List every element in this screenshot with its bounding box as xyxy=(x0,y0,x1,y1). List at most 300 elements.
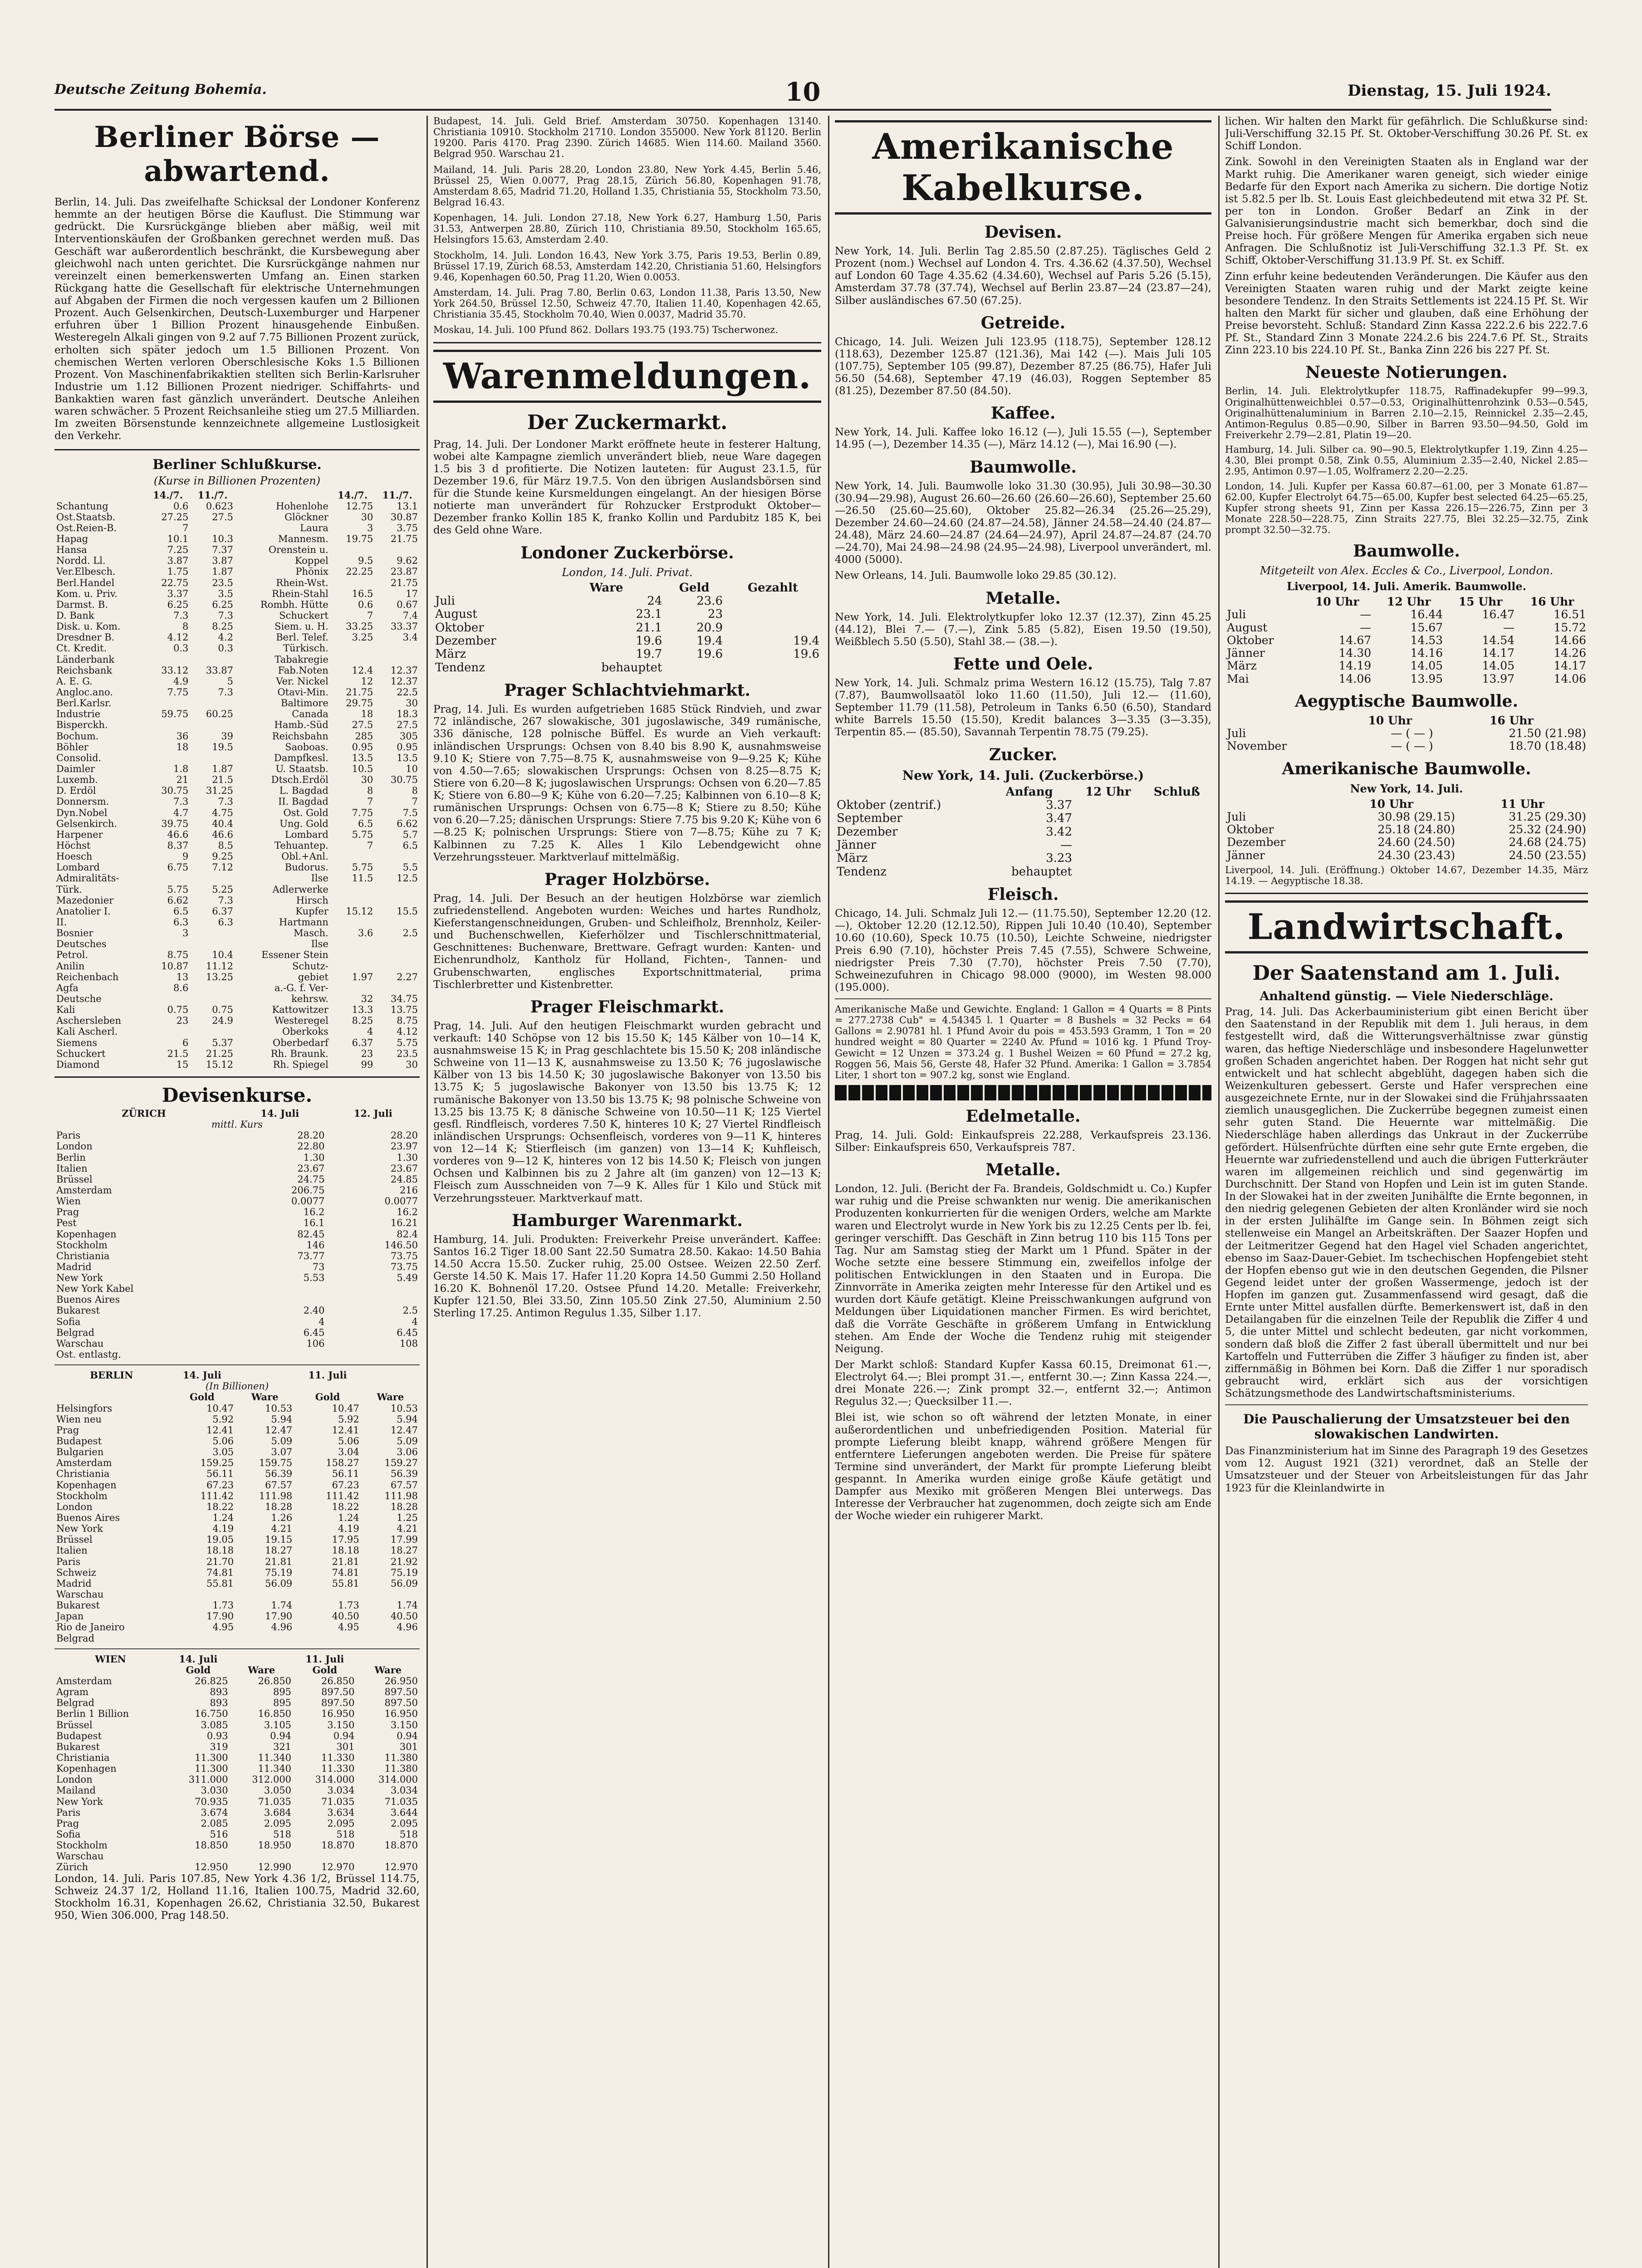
table-cell: 74.81 xyxy=(206,1567,234,1578)
table-row xyxy=(54,1261,420,1272)
table-cell: Bisperckh. xyxy=(56,719,108,731)
table-cell: 3 xyxy=(367,522,373,533)
column-header: 14./7. xyxy=(153,489,183,501)
subsection-title: Metalle. xyxy=(985,1160,1061,1180)
table-cell: 7.3 xyxy=(218,894,233,906)
table-cell: 24.9 xyxy=(212,1015,233,1026)
table-cell: Mazedonier xyxy=(56,894,114,906)
table-row xyxy=(54,1283,420,1294)
subsection-title: Kaffee. xyxy=(990,404,1056,423)
table-cell: 7.3 xyxy=(218,687,233,698)
table-row xyxy=(54,829,420,840)
table-cell: 13.5 xyxy=(352,752,373,763)
table-cell: 28.20 xyxy=(297,1130,325,1141)
table-cell: 6.37 xyxy=(352,1037,373,1048)
table-cell: 12.5 xyxy=(397,873,418,884)
table-row xyxy=(54,1611,420,1622)
table-cell: Oberkoks xyxy=(282,1026,328,1037)
table-row xyxy=(54,1240,420,1251)
table-row xyxy=(54,1294,420,1305)
table-cell: Buenos Aires xyxy=(56,1294,120,1305)
table-cell xyxy=(330,544,375,555)
table-cell: Bukarest xyxy=(56,1305,100,1316)
table-cell: 1.25 xyxy=(397,1512,418,1524)
quote-paragraph: Budapest, 14. Juli. Geld Brief. Amsterdam 30750. Kopenhagen 13140. Christiania 10910. Stockholm 21710. London 355000. New York 81120. Berlin 19200. Paris 4170. Prag 2390. Zürich 14685. Wien 114.60. Mailand 3560. Belgrad 950. Warschau 21. xyxy=(433,116,821,160)
table-cell: 2.095 xyxy=(390,1818,418,1829)
table-cell: Koppel xyxy=(295,555,328,567)
table-cell: 4 xyxy=(412,1316,418,1327)
table-cell: A. E. G. xyxy=(56,675,93,687)
table-cell: 312.000 xyxy=(252,1774,292,1785)
table-cell: Daimler xyxy=(56,763,95,775)
table-cell: 24 xyxy=(647,594,662,608)
table-cell: Zürich xyxy=(56,1862,88,1873)
table-cell: 5.09 xyxy=(271,1436,293,1447)
table-cell: 14.53 xyxy=(1410,633,1443,647)
table-cell: D. Erdöl xyxy=(56,785,96,797)
table-cell: 5.49 xyxy=(397,1272,418,1284)
table-cell xyxy=(327,1349,420,1360)
table-cell: 3.150 xyxy=(390,1719,418,1730)
table-cell xyxy=(375,643,420,654)
table-cell: 19.15 xyxy=(265,1534,293,1545)
devisen-berlin-table xyxy=(54,1370,420,1644)
table-cell: 33.25 xyxy=(346,621,373,632)
table-cell: 60.25 xyxy=(206,709,233,720)
table-cell xyxy=(146,993,191,1004)
table-cell: Disk. u. Kom. xyxy=(56,621,121,632)
table-cell xyxy=(146,753,191,763)
table-row xyxy=(433,635,821,648)
table-cell: 3.085 xyxy=(201,1719,228,1730)
table-cell: 12 xyxy=(361,675,373,687)
table-cell: 5.5 xyxy=(402,862,418,873)
table-row xyxy=(54,1523,420,1534)
column-header: 14. Juli xyxy=(260,1107,299,1119)
table-cell: Oberbedarf xyxy=(273,1037,328,1048)
table-cell: 6.45 xyxy=(303,1327,325,1338)
table-cell: 0.6 xyxy=(358,599,373,610)
table-row xyxy=(54,1130,420,1141)
table-cell: 30 xyxy=(406,1059,418,1070)
table-row xyxy=(54,544,420,555)
table-cell: Sofia xyxy=(56,1316,81,1327)
table-cell: 5.92 xyxy=(212,1413,234,1425)
table-cell xyxy=(1142,812,1211,825)
table-cell: Oktober xyxy=(435,621,484,635)
table-cell xyxy=(327,1294,420,1305)
table-cell: D. Bank xyxy=(56,610,94,621)
table-cell: 26.825 xyxy=(195,1675,228,1686)
table-header-row xyxy=(54,1665,420,1676)
table-cell xyxy=(725,595,821,608)
table-cell: 518 xyxy=(399,1828,418,1840)
table-cell: 18.18 xyxy=(206,1545,234,1556)
table-cell: Angloc.ano. xyxy=(56,687,113,698)
column-header: 12 Uhr xyxy=(1387,595,1431,609)
table-cell: 0.94 xyxy=(270,1730,292,1741)
table-cell: 7.25 xyxy=(167,544,189,556)
column-header: 12. Juli xyxy=(353,1107,392,1119)
table-cell: 10.4 xyxy=(212,949,233,961)
table-header-row xyxy=(1225,798,1588,811)
table-cell: 0.0077 xyxy=(384,1196,418,1207)
table-cell: 897.50 xyxy=(321,1697,355,1709)
table-row xyxy=(54,895,420,906)
table-row xyxy=(54,851,420,862)
table-cell: Bochum. xyxy=(56,730,99,742)
table-row xyxy=(835,826,1211,839)
table-cell: a.-G. f. Ver- xyxy=(274,982,328,993)
table-cell: 4 xyxy=(367,1026,373,1037)
table-cell: Tehuantep. xyxy=(274,840,328,851)
table-cell: Dampfkesl. xyxy=(274,752,328,763)
table-cell: 18.850 xyxy=(195,1840,228,1851)
table-cell: 18 xyxy=(176,741,189,753)
table-cell: 0.3 xyxy=(218,643,233,654)
table-row xyxy=(54,1774,420,1785)
table-cell: 3.04 xyxy=(338,1447,359,1458)
table-cell: 30.75 xyxy=(161,785,189,797)
table-cell: 12.970 xyxy=(321,1862,355,1873)
table-cell: Stockholm xyxy=(56,1840,108,1851)
table-cell: 23 xyxy=(707,607,723,621)
table-header-row xyxy=(54,490,420,501)
table-cell: 0.623 xyxy=(206,500,233,512)
table-row xyxy=(54,1480,420,1491)
table-cell: 111.42 xyxy=(200,1490,234,1501)
table-cell: 5.92 xyxy=(338,1413,359,1425)
column-header: Ware xyxy=(374,1664,402,1676)
table-row xyxy=(1225,634,1588,647)
table-cell: 7 xyxy=(367,796,373,807)
table-cell xyxy=(235,1589,294,1600)
column-header xyxy=(361,1370,420,1381)
table-cell: Jänner xyxy=(837,838,877,852)
table-cell: 13 xyxy=(176,971,189,982)
table-cell: 893 xyxy=(210,1686,228,1698)
table-cell: 518 xyxy=(336,1828,355,1840)
table-row xyxy=(54,1272,420,1283)
table-cell: Dezember xyxy=(1227,836,1286,849)
table-cell: 18.950 xyxy=(258,1840,292,1851)
table-row xyxy=(54,1048,420,1059)
table-row xyxy=(54,818,420,829)
table-row xyxy=(1225,740,1588,753)
table-cell: 11.340 xyxy=(258,1763,292,1774)
table-row xyxy=(54,1217,420,1228)
column-2 xyxy=(433,116,821,2268)
table-cell: Stockholm xyxy=(56,1490,108,1501)
table-cell: 311.000 xyxy=(188,1774,228,1785)
column-header: 14. Juli xyxy=(179,1653,218,1665)
column-header xyxy=(54,1392,169,1403)
table-cell: 99 xyxy=(361,1059,373,1070)
table-cell: 4.95 xyxy=(212,1622,234,1633)
table-cell: 21.50 (21.98) xyxy=(1509,727,1586,740)
table-cell: 26.850 xyxy=(258,1675,292,1686)
table-cell: 3.034 xyxy=(390,1785,418,1796)
table-cell: 11.330 xyxy=(321,1752,355,1763)
table-cell: 14.06 xyxy=(1338,672,1372,685)
table-cell: 12.990 xyxy=(258,1862,292,1873)
table-cell: 15.72 xyxy=(1554,621,1586,634)
table-title-londoner-zuckerboerse: Londoner Zuckerbörse. xyxy=(520,543,734,562)
table-caption: (In Billionen) xyxy=(205,1381,269,1392)
table-row xyxy=(1225,849,1588,862)
table-row xyxy=(54,1501,420,1512)
table-cell: 12.75 xyxy=(346,500,373,512)
table-cell xyxy=(330,949,375,960)
table-cell: 158.27 xyxy=(326,1457,359,1469)
table-cell: 74.81 xyxy=(332,1567,359,1578)
table-cell: Deutsche xyxy=(56,993,102,1004)
table-cell: Schweiz xyxy=(56,1567,96,1578)
table-cell: 33.87 xyxy=(206,665,233,676)
zuckerboerse-table xyxy=(835,786,1211,879)
paragraph: Der Markt schloß: Standard Kupfer Kassa 60.15, Dreimonat 61.—, Electrolyt 64.—; Blei prompt 31.—, entfernt 30.—; Zinn Kassa 224.—, drei Monate 226.—; Zink prompt 32.—, entfernt 32.—; Antimon Regulus 32.—; Quecksilber 11.—. xyxy=(835,1359,1211,1408)
table-cell xyxy=(146,719,191,730)
table-row xyxy=(54,1818,420,1829)
table-row xyxy=(54,753,420,763)
table-cell: 19.5 xyxy=(212,741,233,753)
subsection-title: Baumwolle. xyxy=(1353,542,1460,561)
table-cell: 10.47 xyxy=(206,1403,234,1414)
table-cell: 518 xyxy=(273,1828,292,1840)
table-cell: 12.4 xyxy=(352,665,373,676)
table-cell: 4.2 xyxy=(218,632,233,643)
table-cell xyxy=(1142,799,1211,812)
table-row xyxy=(54,1425,420,1436)
table-cell: 11.380 xyxy=(384,1763,418,1774)
table-cell: 16.950 xyxy=(321,1708,355,1720)
table-cell: 7.4 xyxy=(402,610,418,621)
table-cell xyxy=(330,884,375,895)
table-cell: 24.60 (24.50) xyxy=(1377,836,1456,849)
table-cell: Siem. u. H. xyxy=(274,621,328,632)
table-cell: 10 xyxy=(406,763,418,775)
column-header: WIEN xyxy=(95,1653,126,1665)
table-cell: Hoesch xyxy=(56,851,93,862)
table-cell: 516 xyxy=(210,1828,228,1840)
schlusskurse-table xyxy=(54,490,420,1070)
table-cell: 46.6 xyxy=(212,829,233,840)
table-cell: 25.18 (24.80) xyxy=(1377,823,1456,836)
table-cell: New York Kabel xyxy=(56,1283,134,1295)
table-row xyxy=(1225,608,1588,621)
table-cell: Siemens xyxy=(56,1037,98,1048)
table-cell: 75.19 xyxy=(390,1567,418,1578)
column-header: 11. Juli xyxy=(308,1369,347,1381)
table-cell xyxy=(375,982,420,993)
table-cell xyxy=(375,895,420,906)
table-cell: 7.75 xyxy=(167,687,189,698)
table-cell: 16.21 xyxy=(390,1217,418,1229)
table-cell: Luxemb. xyxy=(56,774,98,786)
table-cell: Italien xyxy=(56,1545,88,1556)
table-cell: Ver. Nickel xyxy=(276,675,328,687)
table-row xyxy=(54,665,420,676)
table-cell: Berlin xyxy=(56,1152,86,1163)
table-cell: 2.5 xyxy=(402,928,418,939)
table-cell: 4.75 xyxy=(212,807,233,818)
table-cell: 22.80 xyxy=(297,1141,325,1152)
table-cell: 33.12 xyxy=(161,665,189,676)
table-cell: Essener Stein xyxy=(261,949,328,961)
column-header: Ware xyxy=(251,1391,279,1403)
table-cell xyxy=(357,1851,420,1862)
table-cell: Ost.Staatsb. xyxy=(56,511,116,523)
table-cell: 11.300 xyxy=(195,1763,228,1774)
table-cell: — xyxy=(1503,621,1515,634)
table-cell: Berlin 1 Billion xyxy=(56,1708,129,1720)
table-cell: 13.3 xyxy=(352,1004,373,1016)
table-row xyxy=(54,840,420,851)
table-cell: 897.50 xyxy=(384,1686,418,1698)
table-cell: 11.12 xyxy=(206,960,233,972)
table-cell: 1.73 xyxy=(212,1600,234,1611)
table-cell: 21.92 xyxy=(390,1556,418,1567)
table-row xyxy=(54,1676,420,1686)
column-header: 14./7. xyxy=(338,489,368,501)
table-cell xyxy=(294,1633,361,1644)
column-header xyxy=(1225,798,1326,811)
table-cell: 8.75 xyxy=(167,949,189,961)
paragraph: Hamburg, 14. Juli. Silber ca. 90—90.5, Elektrolytkupfer 1.19, Zinn 4.25—4.30, Blei prompt 0.58, Zink 0.55, Aluminium 2.35—2.40, Nickel 2.85—2.95, Antimon 0.97—1.05, Wolframerz 2.20—2.25. xyxy=(1225,444,1588,477)
table-cell: 10.53 xyxy=(265,1403,293,1414)
table-cell: 31.25 (29.30) xyxy=(1509,810,1586,823)
table-cell: Prag xyxy=(56,1818,79,1829)
table-cell: Jänner xyxy=(1227,646,1265,660)
table-cell: 14.16 xyxy=(1410,646,1443,660)
table-cell: Juli xyxy=(435,594,455,608)
table-cell: II. Bagdad xyxy=(278,796,328,807)
table-cell: 16.750 xyxy=(195,1708,228,1720)
table-cell: 39.75 xyxy=(161,818,189,829)
column-4 xyxy=(1225,116,1588,2268)
table-cell xyxy=(233,1349,326,1360)
table-cell: 14.66 xyxy=(1554,633,1586,647)
table-cell: Bulgarien xyxy=(56,1447,104,1458)
liverpool-baumwolle-table xyxy=(1225,596,1588,685)
page-header xyxy=(54,77,1551,111)
table-cell: Dezember xyxy=(837,825,898,839)
table-cell: 4.21 xyxy=(397,1523,418,1535)
table-cell: 6.62 xyxy=(167,894,189,906)
table-row xyxy=(54,1807,420,1818)
paragraph: Das Finanzministerium hat im Sinne des Paragraph 19 des Gesetzes vom 12. August 1921 (321) verordnet, daß an Stelle der Umsatzsteuer und der Steuer von Arbeitsleistungen für das Jahr 1923 für die Kleinlandwirte in xyxy=(1225,1445,1588,1494)
table-cell: 3.07 xyxy=(271,1447,293,1458)
subsection-title: Neueste Notierungen. xyxy=(1305,363,1508,382)
column-header: 11. Juli xyxy=(305,1653,344,1665)
subsection-title: Aegyptische Baumwolle. xyxy=(1294,691,1518,711)
paragraph: London, 12. Juli. (Bericht der Fa. Brandeis, Goldschmidt u. Co.) Kupfer war ruhig und die Preise schwankten nur wenig. Die amerikanischen Produzenten konkurrierten für die wenigen Orders, welche am Markte waren und Electrolyt wurde in New York bis zu 12.25 Cents per lb. fei, geringer verschifft. Das Geschäft in Zinn betrug 110 bis 115 Tons per Tag. Nur am Samstag stieg der Markt um 1 Pfund. Später in der Woche setzte eine bessere Stimmung ein, zweifellos infolge der politischen Entwicklungen in den Staaten und in Europa. Die Zinnvorräte in Amerika zeigten mehr Interesse für den Artikel und es wurden dort Käufe getätigt. Kleine Preisschwankungen aufgrund von Meldungen über Liquidationen mancher Firmen. Es wird berichtet, daß die Vorräte Geschäfte in größerem Umfang in Entwicklung stehen. Am Ende der Woche die Tendenz ruhig mit steigender Neigung. xyxy=(835,1183,1211,1355)
table-cell: 6.25 xyxy=(212,599,233,610)
table-cell: 6.25 xyxy=(167,599,189,610)
table-row xyxy=(54,1447,420,1457)
table-cell: New York xyxy=(56,1796,103,1807)
table-header-row xyxy=(54,1392,420,1403)
table-cell: 21.25 xyxy=(206,1048,233,1059)
table-cell: — ( — ) xyxy=(1391,739,1433,753)
table-cell: 301 xyxy=(336,1741,355,1752)
table-cell: 159.27 xyxy=(384,1457,418,1469)
column-rule xyxy=(1218,116,1220,2268)
table-cell xyxy=(146,698,191,709)
table-cell: Sofia xyxy=(56,1828,81,1840)
table-cell: Rhein-Wst. xyxy=(276,577,328,588)
table-cell: 2.27 xyxy=(397,971,418,982)
table-cell: Helsingfors xyxy=(56,1403,113,1414)
table-cell xyxy=(330,982,375,993)
paragraph: New York, 14. Juli. Kaffee loko 16.12 (—), Juli 15.55 (—), September 14.95 (—), Dezember 14.35 (—), März 14.12 (—), Mai 16.90 (—). xyxy=(835,426,1211,451)
table-cell xyxy=(169,1589,235,1600)
article-title-schlachtviehmarkt: Prager Schlachtviehmarkt. xyxy=(504,681,750,700)
table-cell: Schuckert xyxy=(279,610,328,621)
table-cell: 17.90 xyxy=(265,1611,293,1622)
table-header-row xyxy=(835,786,1211,799)
table-row xyxy=(54,719,420,730)
table-cell: Juli xyxy=(1227,608,1246,621)
table-cell xyxy=(375,938,420,949)
table-row xyxy=(54,610,420,621)
table-cell: kehrsw. xyxy=(291,993,328,1004)
table-row xyxy=(54,972,420,982)
table-cell: 27.5 xyxy=(352,719,373,731)
table-cell: Hamb.-Süd xyxy=(274,719,328,731)
table-subtitle: New York, 14. Juli. xyxy=(1350,782,1463,795)
table-cell: 16.850 xyxy=(258,1708,292,1720)
table-row xyxy=(54,785,420,796)
table-cell xyxy=(1074,865,1142,879)
table-cell: 5.06 xyxy=(338,1436,359,1447)
table-row xyxy=(54,501,420,512)
table-row xyxy=(54,807,420,818)
page-number: 10 xyxy=(785,77,821,107)
table-cell: 10.87 xyxy=(161,960,189,972)
table-cell: 7.5 xyxy=(402,807,418,818)
table-cell: 11.300 xyxy=(195,1752,228,1763)
table-cell: 2.095 xyxy=(264,1818,292,1829)
column-header: 10 Uhr xyxy=(1368,714,1412,727)
table-cell: 24.50 (23.55) xyxy=(1509,848,1586,862)
table-cell xyxy=(330,917,375,928)
table-cell: 39 xyxy=(221,730,233,742)
table-cell xyxy=(1142,839,1211,852)
table-cell: 18.70 (18.48) xyxy=(1509,739,1586,753)
table-row xyxy=(433,648,821,661)
paragraph: Prag, 14. Juli. Gold: Einkaufspreis 22.288, Verkaufspreis 23.136. Silber: Einkaufspreis 650, Verkaufspreis 787. xyxy=(835,1129,1211,1154)
table-cell: September xyxy=(837,811,902,826)
table-cell: Rhein-Stahl xyxy=(272,588,328,599)
table-cell: Phönix xyxy=(295,566,328,577)
table-cell: Christiania xyxy=(56,1468,110,1480)
table-cell: Hapag xyxy=(56,533,88,545)
paragraph: Chicago, 14. Juli. Weizen Juli 123.95 (118.75), September 128.12 (118.63), Dezember 125.87 (121.36), Mai 142 (—). Mais Juli 105 (107.75), September 105 (99.87), Dezember 87.25 (86.75), Hafer Juli 56.50 (54.68), September 47.19 (46.03), Roggen September 85 (81.25), Dezember 87.50 (84.50). xyxy=(835,336,1211,397)
column-header: Anfang xyxy=(1005,785,1053,799)
table-cell: Mailand xyxy=(56,1785,96,1796)
table-row xyxy=(54,731,420,742)
table-cell: 19.7 xyxy=(636,647,662,661)
table-cell: 13.75 xyxy=(390,1004,418,1016)
table-row xyxy=(54,928,420,938)
table-cell: 13.95 xyxy=(1410,672,1443,685)
table-cell: 1.30 xyxy=(397,1152,418,1163)
subsection-title: Metalle. xyxy=(985,588,1061,608)
table-cell: 305 xyxy=(399,730,418,742)
table-cell: 1.24 xyxy=(212,1512,234,1524)
table-cell: 5.7 xyxy=(402,829,418,840)
